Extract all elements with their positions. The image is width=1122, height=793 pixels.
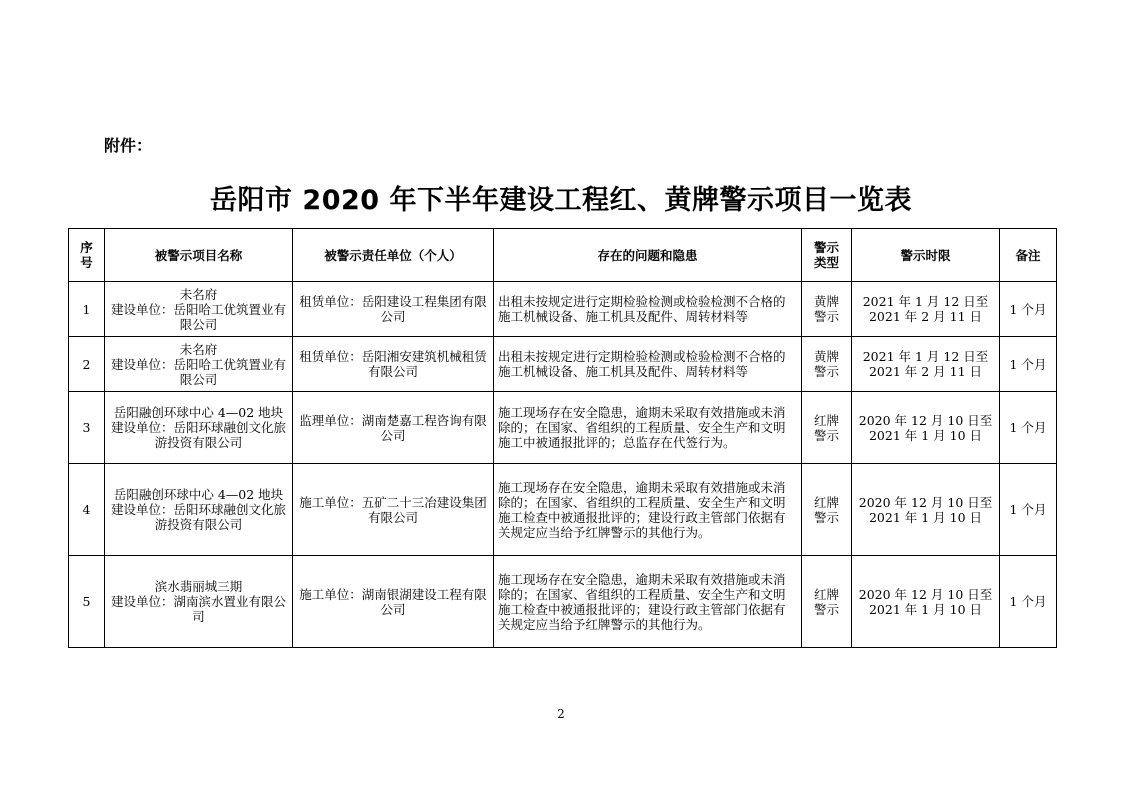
table-row xyxy=(69,556,1057,648)
cell-unit: 租赁单位：岳阳建设工程集团有限公司 xyxy=(293,282,494,337)
cell-unit: 租赁单位：岳阳湘安建筑机械租赁有限公司 xyxy=(293,337,494,392)
table-row xyxy=(69,392,1057,464)
cell-note: 1 个月 xyxy=(1000,392,1057,464)
cell-unit: 施工单位：五矿二十三冶建设集团有限公司 xyxy=(293,464,494,556)
table-row xyxy=(69,282,1057,337)
cell-type: 红牌 警示 xyxy=(802,556,852,648)
cell-note: 1 个月 xyxy=(1000,337,1057,392)
cell-type: 红牌 警示 xyxy=(802,464,852,556)
document-title: 岳阳市 2020 年下半年建设工程红、黄牌警示项目一览表 xyxy=(210,185,912,216)
table-row xyxy=(69,464,1057,556)
cell-no: 1 xyxy=(69,282,105,337)
cell-note: 1 个月 xyxy=(1000,556,1057,648)
cell-unit: 监理单位：湖南楚嘉工程咨询有限公司 xyxy=(293,392,494,464)
cell-period: 2021 年 1 月 12 日至 2021 年 2 月 11 日 xyxy=(852,282,1000,337)
cell-issue: 施工现场存在安全隐患，逾期未采取有效措施或未消除的；在国家、省组织的工程质量、安全生产和文明施工检查中被通报批评的；建设行政主管部门依据有关规定应当给予红牌警示的其他行为。 xyxy=(494,556,802,648)
cell-no: 5 xyxy=(69,556,105,648)
header-issue: 存在的问题和隐患 xyxy=(494,229,802,282)
table-header-row xyxy=(69,229,1057,282)
header-note: 备注 xyxy=(1000,229,1057,282)
header-period: 警示时限 xyxy=(852,229,1000,282)
cell-project: 岳阳融创环球中心 4—02 地块 建设单位：岳阳环球融创文化旅游投资有限公司 xyxy=(105,464,293,556)
cell-period: 2021 年 1 月 12 日至 2021 年 2 月 11 日 xyxy=(852,337,1000,392)
attachment-label: 附件： xyxy=(104,136,153,155)
cell-project: 滨水翡丽城三期 建设单位：湖南滨水置业有限公司 xyxy=(105,556,293,648)
header-no: 序 号 xyxy=(69,229,105,282)
cell-project: 未名府 建设单位：岳阳哈工优筑置业有限公司 xyxy=(105,282,293,337)
warning-projects-table xyxy=(68,228,1057,648)
cell-no: 4 xyxy=(69,464,105,556)
cell-no: 2 xyxy=(69,337,105,392)
cell-period: 2020 年 12 月 10 日至 2021 年 1 月 10 日 xyxy=(852,464,1000,556)
page-number: 2 xyxy=(557,707,565,721)
cell-period: 2020 年 12 月 10 日至 2021 年 1 月 10 日 xyxy=(852,556,1000,648)
header-unit: 被警示责任单位（个人） xyxy=(293,229,494,282)
cell-project: 岳阳融创环球中心 4—02 地块 建设单位：岳阳环球融创文化旅游投资有限公司 xyxy=(105,392,293,464)
cell-period: 2020 年 12 月 10 日至 2021 年 1 月 10 日 xyxy=(852,392,1000,464)
cell-type: 黄牌 警示 xyxy=(802,282,852,337)
header-type: 警示 类型 xyxy=(802,229,852,282)
cell-type: 黄牌 警示 xyxy=(802,337,852,392)
cell-issue: 施工现场存在安全隐患，逾期未采取有效措施或未消除的；在国家、省组织的工程质量、安全生产和文明施工检查中被通报批评的；建设行政主管部门依据有关规定应当给予红牌警示的其他行为。 xyxy=(494,464,802,556)
cell-type: 红牌 警示 xyxy=(802,392,852,464)
cell-project: 未名府 建设单位：岳阳哈工优筑置业有限公司 xyxy=(105,337,293,392)
cell-issue: 出租未按规定进行定期检验检测或检验检测不合格的施工机械设备、施工机具及配件、周转材料等 xyxy=(494,337,802,392)
cell-unit: 施工单位：湖南银湖建设工程有限公司 xyxy=(293,556,494,648)
cell-note: 1 个月 xyxy=(1000,282,1057,337)
header-project: 被警示项目名称 xyxy=(105,229,293,282)
table-row xyxy=(69,337,1057,392)
cell-issue: 出租未按规定进行定期检验检测或检验检测不合格的施工机械设备、施工机具及配件、周转材料等 xyxy=(494,282,802,337)
cell-issue: 施工现场存在安全隐患，逾期未采取有效措施或未消除的；在国家、省组织的工程质量、安全生产和文明施工中被通报批评的；总监存在代签行为。 xyxy=(494,392,802,464)
cell-note: 1 个月 xyxy=(1000,464,1057,556)
cell-no: 3 xyxy=(69,392,105,464)
